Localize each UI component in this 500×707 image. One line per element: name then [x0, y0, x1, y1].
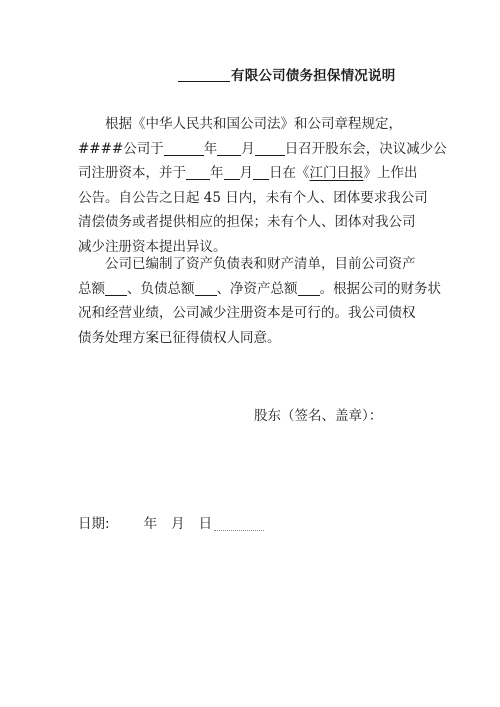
announce-day-label: 日在《 — [269, 165, 310, 181]
paragraph1-line6: 减少注册资本提出异议。 — [78, 238, 227, 255]
paragraph2-line2 — [78, 277, 441, 302]
company-prefix: ####公司于 — [78, 140, 164, 157]
meeting-text: 日召开股东会，决议减少公 — [284, 140, 447, 157]
paragraph1-line2 — [78, 137, 447, 162]
announce-suffix: 》上作出 — [363, 165, 418, 181]
announce-month-blank — [224, 166, 240, 181]
meeting-day-blank — [255, 141, 285, 156]
date-month-label: 月 — [171, 516, 185, 532]
total-liabilities-blank — [195, 281, 217, 296]
newspaper-name: 江门日报 — [309, 165, 364, 181]
month-label: 月 — [241, 140, 255, 157]
announce-year-blank — [186, 166, 210, 181]
paragraph1-line3 — [78, 161, 438, 186]
paragraph-resolution — [78, 112, 447, 259]
date-dotted-blank — [214, 517, 264, 532]
paragraph2-line3: 况和经营业绩，公司减少注册资本是可行的。我公司债权 — [78, 305, 416, 321]
financial-status-text: 。根据公司的财务状 — [319, 280, 441, 297]
meeting-year-blank — [164, 141, 204, 156]
month-label: 月 — [239, 165, 253, 181]
year-label: 年 — [210, 165, 224, 181]
document-title-text: 有限公司债务担保情况说明 — [231, 68, 396, 84]
paragraph1-line1: 根据《中华人民共和国公司法》和公司章程规定， — [105, 116, 402, 132]
company-name-blank — [178, 68, 230, 83]
net-assets-label: 、净资产总额 — [216, 280, 298, 297]
paragraph-financials — [78, 252, 441, 350]
date-year-label: 年 — [143, 516, 158, 532]
total-liabilities-label: 、负债总额 — [127, 280, 195, 297]
paragraph1-line4: 公告。自公告之日起 45 日内，未有个人、团体要求我公司 — [78, 189, 428, 206]
total-assets-label: 总额 — [78, 280, 105, 297]
year-label: 年 — [203, 140, 218, 157]
total-assets-blank — [105, 281, 127, 296]
paragraph1-line5: 清偿债务或者提供相应的担保；未有个人、团体对我公司 — [78, 214, 416, 230]
announce-day-blank — [253, 166, 269, 181]
shareholder-signature-label: 股东（签名、盖章）： — [254, 408, 383, 424]
document-title — [178, 64, 395, 84]
net-assets-blank — [298, 281, 320, 296]
date-label: 日期: — [78, 516, 110, 532]
date-day-label: 日 — [198, 516, 213, 532]
date-line — [78, 512, 264, 532]
paragraph2-line4: 债务处理方案已征得债权人同意。 — [78, 329, 281, 346]
meeting-month-blank — [217, 141, 241, 156]
paragraph2-line1: 公司已编制了资产负债表和财产清单，目前公司资产 — [105, 256, 416, 272]
announce-prefix: 司注册资本，并于 — [78, 165, 186, 181]
